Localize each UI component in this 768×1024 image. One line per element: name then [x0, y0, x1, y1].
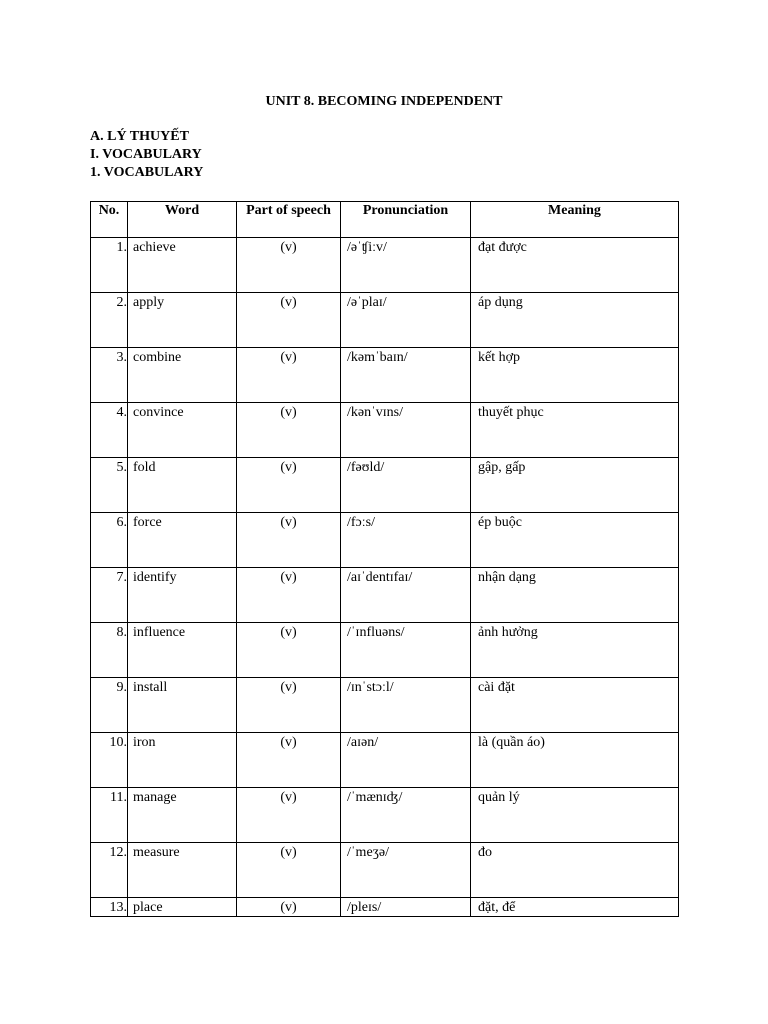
table-row — [91, 238, 679, 293]
header-word: Word — [128, 202, 237, 238]
cell-word: manage — [128, 788, 237, 843]
cell-no: 9. — [91, 678, 128, 733]
table-row — [91, 458, 679, 513]
cell-no: 5. — [91, 458, 128, 513]
cell-no: 8. — [91, 623, 128, 678]
cell-part-of-speech: (v) — [237, 843, 341, 898]
header-no: No. — [91, 202, 128, 238]
cell-no: 10. — [91, 733, 128, 788]
cell-word: convince — [128, 403, 237, 458]
cell-no: 6. — [91, 513, 128, 568]
cell-part-of-speech: (v) — [237, 733, 341, 788]
table-row — [91, 678, 679, 733]
cell-no: 7. — [91, 568, 128, 623]
cell-pronunciation: /ɪnˈstɔːl/ — [341, 678, 471, 733]
cell-pronunciation: /aɪˈdentɪfaɪ/ — [341, 568, 471, 623]
header-pronunciation: Pronunciation — [341, 202, 471, 238]
cell-word: force — [128, 513, 237, 568]
cell-pronunciation: /kənˈvɪns/ — [341, 403, 471, 458]
cell-pronunciation: /əˈʧiːv/ — [341, 238, 471, 293]
cell-part-of-speech: (v) — [237, 458, 341, 513]
cell-no: 12. — [91, 843, 128, 898]
cell-word: install — [128, 678, 237, 733]
cell-part-of-speech: (v) — [237, 403, 341, 458]
cell-part-of-speech: (v) — [237, 623, 341, 678]
cell-part-of-speech: (v) — [237, 678, 341, 733]
table-row — [91, 623, 679, 678]
cell-meaning: gập, gấp — [471, 458, 679, 513]
table-row — [91, 568, 679, 623]
cell-meaning: nhận dạng — [471, 568, 679, 623]
table-row — [91, 788, 679, 843]
cell-meaning: đặt, để — [471, 898, 679, 917]
subsection-heading-vocabulary: 1. VOCABULARY — [90, 165, 204, 180]
cell-pronunciation: /aɪən/ — [341, 733, 471, 788]
cell-pronunciation: /fəʊld/ — [341, 458, 471, 513]
cell-part-of-speech: (v) — [237, 293, 341, 348]
cell-pronunciation: /ˈmænɪʤ/ — [341, 788, 471, 843]
cell-no: 2. — [91, 293, 128, 348]
table-row — [91, 733, 679, 788]
cell-word: place — [128, 898, 237, 917]
section-heading-theory: A. LÝ THUYẾT — [90, 129, 189, 144]
cell-word: combine — [128, 348, 237, 403]
cell-meaning: thuyết phục — [471, 403, 679, 458]
table-row — [91, 348, 679, 403]
cell-word: achieve — [128, 238, 237, 293]
cell-meaning: ảnh hưởng — [471, 623, 679, 678]
cell-no: 11. — [91, 788, 128, 843]
cell-part-of-speech: (v) — [237, 788, 341, 843]
cell-meaning: quản lý — [471, 788, 679, 843]
cell-no: 4. — [91, 403, 128, 458]
header-meaning: Meaning — [471, 202, 679, 238]
cell-pronunciation: /fɔːs/ — [341, 513, 471, 568]
cell-word: identify — [128, 568, 237, 623]
table-row — [91, 843, 679, 898]
cell-pronunciation: /ˈmeʒə/ — [341, 843, 471, 898]
cell-word: measure — [128, 843, 237, 898]
section-heading-vocabulary: I. VOCABULARY — [90, 147, 202, 162]
cell-meaning: đạt được — [471, 238, 679, 293]
cell-word: apply — [128, 293, 237, 348]
table-row — [91, 403, 679, 458]
cell-word: iron — [128, 733, 237, 788]
cell-meaning: đo — [471, 843, 679, 898]
cell-meaning: áp dụng — [471, 293, 679, 348]
cell-pronunciation: /ˈɪnfluəns/ — [341, 623, 471, 678]
cell-pronunciation: /kəmˈbaɪn/ — [341, 348, 471, 403]
table-row — [91, 513, 679, 568]
cell-part-of-speech: (v) — [237, 898, 341, 917]
cell-no: 1. — [91, 238, 128, 293]
cell-meaning: là (quần áo) — [471, 733, 679, 788]
cell-part-of-speech: (v) — [237, 348, 341, 403]
header-part-of-speech: Part of speech — [237, 202, 341, 238]
cell-meaning: cài đặt — [471, 678, 679, 733]
table-row — [91, 293, 679, 348]
cell-pronunciation: /pleɪs/ — [341, 898, 471, 917]
cell-meaning: kết hợp — [471, 348, 679, 403]
cell-pronunciation: /əˈplaɪ/ — [341, 293, 471, 348]
cell-no: 3. — [91, 348, 128, 403]
table-header-row — [91, 202, 679, 238]
cell-word: influence — [128, 623, 237, 678]
cell-part-of-speech: (v) — [237, 513, 341, 568]
cell-part-of-speech: (v) — [237, 568, 341, 623]
vocabulary-table — [90, 201, 679, 917]
cell-no: 13. — [91, 898, 128, 917]
cell-word: fold — [128, 458, 237, 513]
cell-meaning: ép buộc — [471, 513, 679, 568]
cell-part-of-speech: (v) — [237, 238, 341, 293]
document-title: UNIT 8. BECOMING INDEPENDENT — [265, 94, 503, 109]
table-row — [91, 898, 679, 917]
